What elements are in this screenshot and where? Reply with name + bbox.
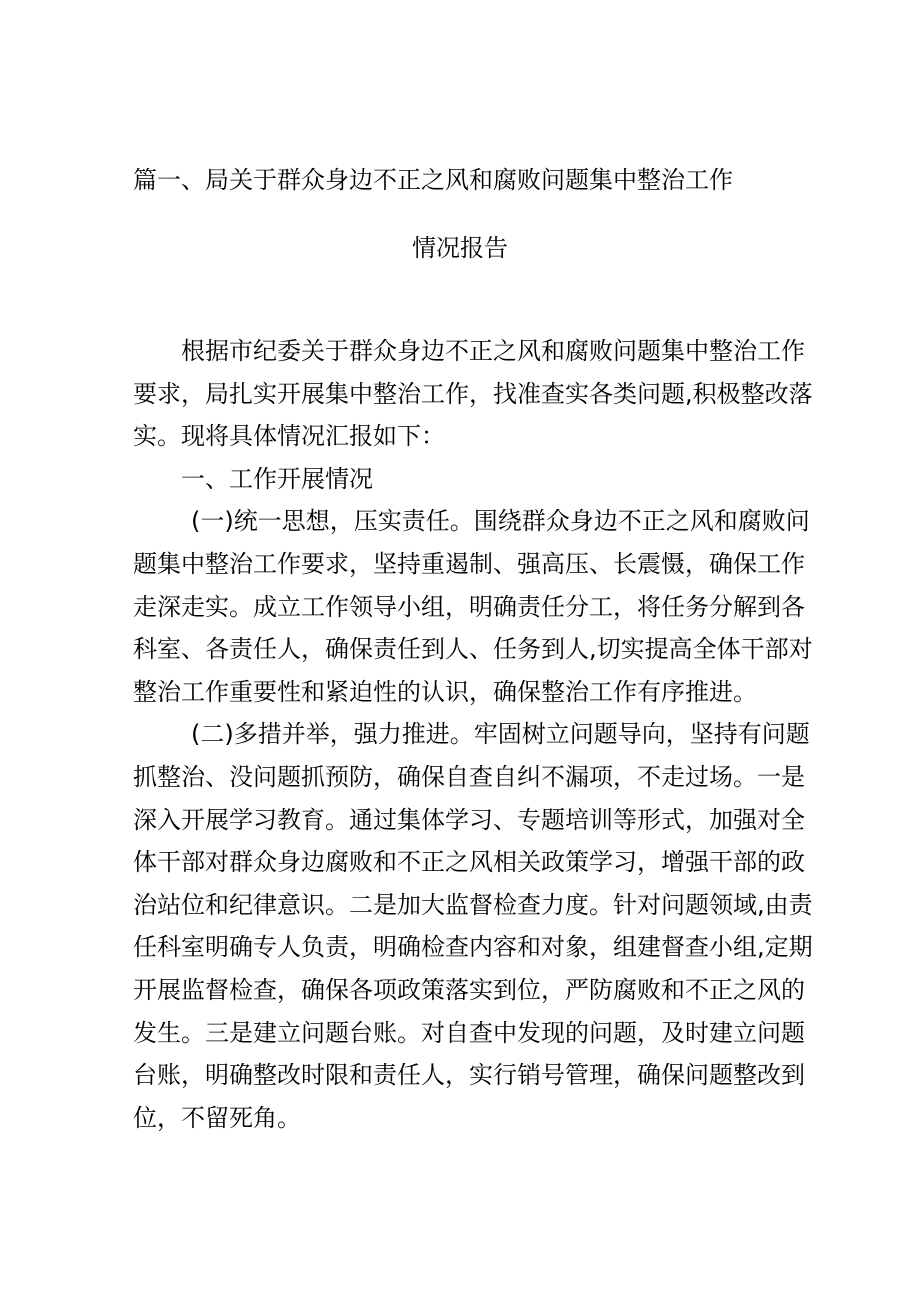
text-line: 位，不留死角。 [133, 1103, 301, 1132]
document-body [133, 330, 813, 1139]
text-line: 抓整治、没问题抓预防，确保自查自纠不漏项，不走过场。一是 [133, 762, 805, 791]
text-line: (二)多措并举，强力推进。牢固树立问题导向，坚持有问题 [191, 720, 810, 749]
text-line: 要求，局扎实开展集中整治工作，找准查实各类问题,积极整改落 [133, 379, 813, 408]
document-title-line-1: 篇一、局关于群众身边不正之风和腐败问题集中整治工作 [133, 166, 733, 194]
text-line: 科室、各责任人，确保责任到人、任务到人,切实提高全体干部对 [133, 635, 813, 664]
section-heading-text: 一、工作开展情况 [181, 464, 373, 493]
text-line: 治站位和纪律意识。二是加大监督检查力度。针对问题领域,由责 [133, 890, 813, 919]
paragraph-item-1 [133, 500, 813, 713]
text-line: (一)统一思想，压实责任。围绕群众身边不正之风和腐败问 [191, 507, 810, 536]
paragraph-intro [133, 330, 813, 458]
text-line: 发生。三是建立问题台账。对自查中发现的问题，及时建立问题 [133, 1018, 805, 1047]
text-line: 体干部对群众身边腐败和不正之风相关政策学习，增强干部的政 [133, 848, 805, 877]
text-line: 题集中整治工作要求，坚持重遏制、强高压、长震慑，确保工作 [133, 549, 805, 578]
text-line: 任科室明确专人负责，明确检查内容和对象，组建督查小组,定期 [133, 933, 813, 962]
text-line: 根据市纪委关于群众身边不正之风和腐败问题集中整治工作 [181, 337, 805, 365]
text-line: 实。现将具体情况汇报如下： [133, 422, 445, 451]
text-line: 深入开展学习教育。通过集体学习、专题培训等形式，加强对全 [133, 805, 805, 834]
text-line: 台账，明确整改时限和责任人，实行销号管理，确保问题整改到 [133, 1061, 805, 1090]
paragraph-item-2 [133, 713, 813, 1139]
text-line: 整治工作重要性和紧迫性的认识，确保整治工作有序推进。 [133, 677, 757, 706]
text-line: 走深走实。成立工作领导小组，明确责任分工，将任务分解到各 [133, 592, 805, 621]
document-title-line-2: 情况报告 [412, 234, 508, 262]
text-line: 开展监督检查，确保各项政策落实到位，严防腐败和不正之风的 [133, 975, 805, 1004]
section-heading [133, 458, 793, 501]
